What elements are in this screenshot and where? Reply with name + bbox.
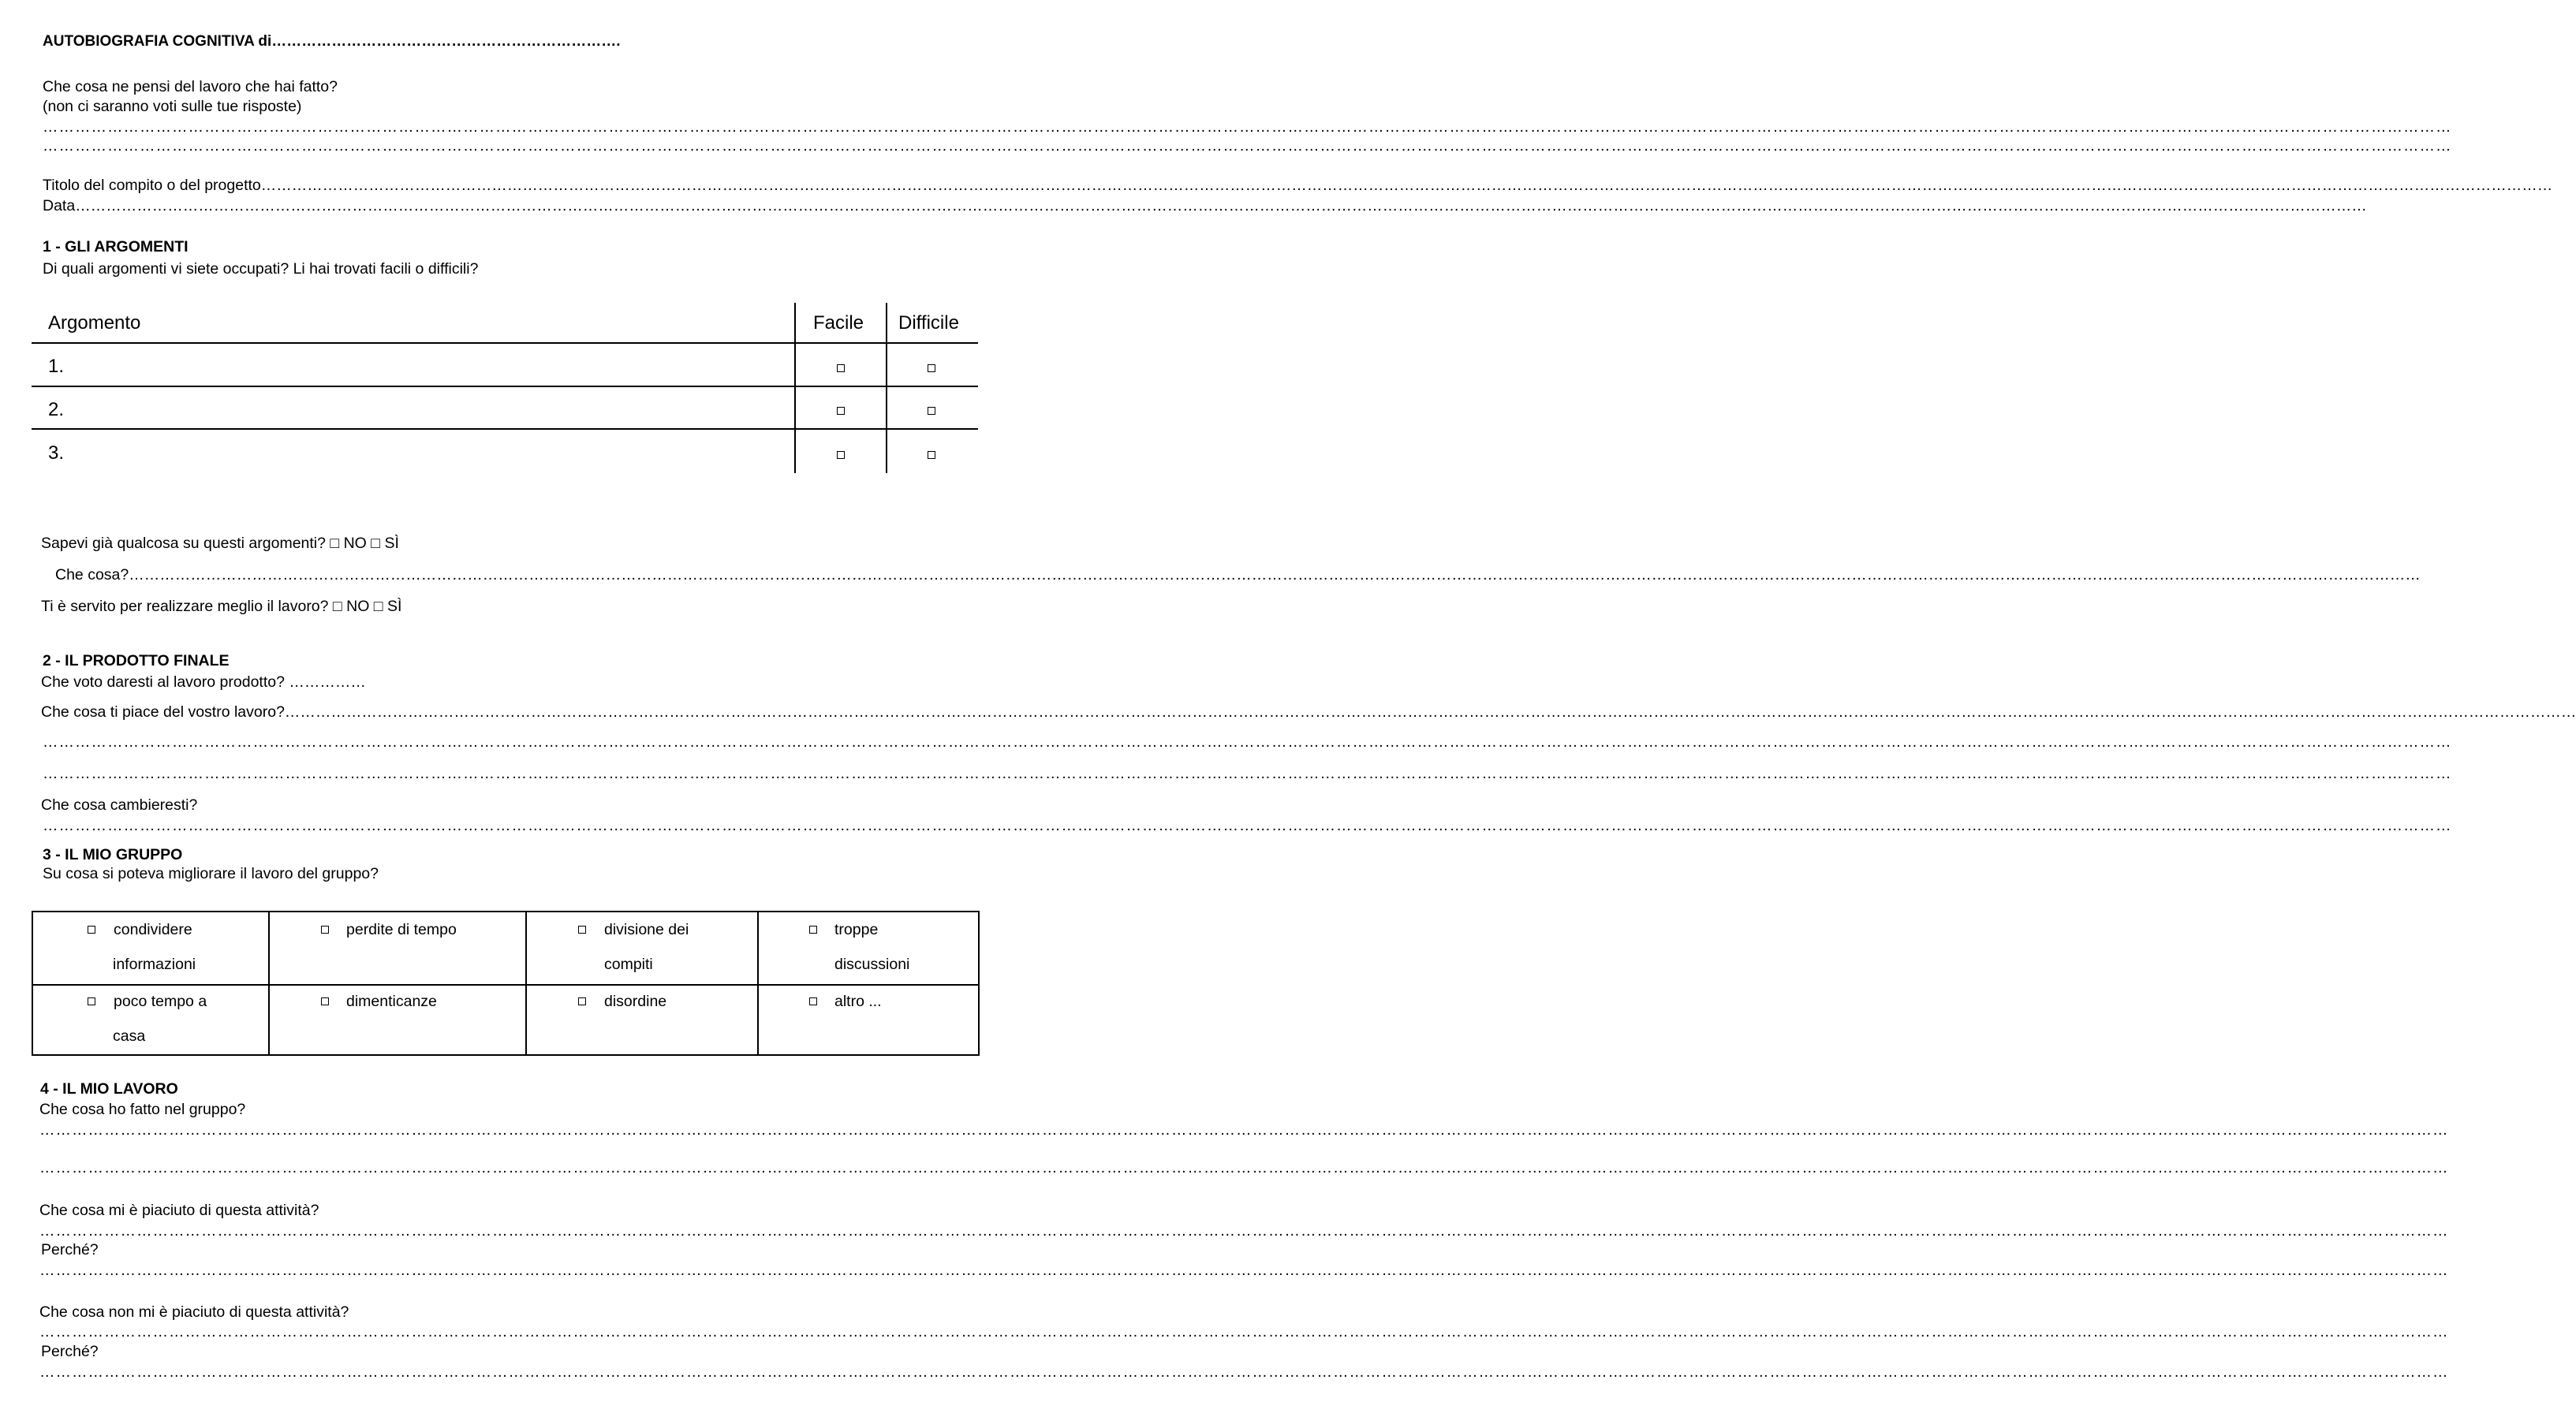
section1-question: Di quali argomenti vi siete occupati? Li hai trovati facili o difficili? <box>43 260 479 278</box>
section3-question: Su cosa si poteva migliorare il lavoro del gruppo? <box>43 865 379 882</box>
opt-dimenticanze-checkbox[interactable] <box>321 997 329 1005</box>
topic-row-3[interactable]: 3. <box>48 442 65 464</box>
date-row <box>43 197 2367 215</box>
opt-text: informazioni <box>113 956 196 973</box>
like-label: Che cosa ti piace del vostro lavoro? <box>41 703 285 721</box>
row1-facile-checkbox[interactable] <box>837 364 845 372</box>
opt-divisione[interactable] <box>604 912 689 982</box>
header-argomento: Argomento <box>48 312 141 334</box>
useful-question[interactable]: Ti è servito per realizzare meglio il lavoro? □ NO □ SÌ <box>41 598 402 615</box>
why2-label: Perché? <box>41 1343 99 1360</box>
did-question: Che cosa ho fatto nel gruppo? <box>39 1101 246 1118</box>
opt-text: condividere <box>114 921 192 938</box>
what-label: Che cosa? <box>55 566 129 584</box>
topic-row-2[interactable]: 2. <box>48 399 65 420</box>
section4-heading: 4 - IL MIO LAVORO <box>40 1080 178 1098</box>
opinion-note: (non ci saranno voti sulle tue risposte) <box>43 98 302 115</box>
page-title: AUTOBIOGRAFIA COGNITIVA di……………………………………………………………. <box>43 33 621 50</box>
opt-condividere-checkbox[interactable] <box>88 926 95 934</box>
opt-text: perdite di tempo <box>346 921 457 938</box>
project-title-line[interactable]: …………………………………………………………………………………………………………………………………………………………………………………………………………………………………………………………………………………………………………………………………………………………………………………………………………… <box>260 177 2553 194</box>
section1-heading: 1 - GLI ARGOMENTI <box>43 238 189 255</box>
like-line-3[interactable]: …………………………………………………………………………………………………………………………………………………………………………………………………………………………………………………………………………………………………………………………………………………………………………………………………………… <box>43 765 2452 782</box>
grade-question[interactable]: Che voto daresti al lavoro prodotto? …………… <box>41 673 366 691</box>
why1-label: Perché? <box>41 1241 99 1258</box>
row2-difficile-checkbox[interactable] <box>928 407 935 415</box>
opt-troppe-checkbox[interactable] <box>809 926 817 934</box>
opt-text: dimenticanze <box>346 993 437 1010</box>
like-row <box>41 703 2576 721</box>
row3-difficile-checkbox[interactable] <box>928 451 935 459</box>
opinion-answer-line-1[interactable]: …………………………………………………………………………………………………………………………………………………………………………………………………………………………………………………………………………………………………………………………………………………………………………………………………………… <box>43 118 2452 136</box>
opt-dimenticanze[interactable] <box>346 984 437 1019</box>
opt-text: troppe <box>834 921 879 938</box>
opt-disordine[interactable] <box>604 984 666 1019</box>
opt-altro-checkbox[interactable] <box>809 997 817 1005</box>
like-line-2[interactable]: …………………………………………………………………………………………………………………………………………………………………………………………………………………………………………………………………………………………………………………………………………………………………………………………………………… <box>43 733 2452 751</box>
opt-text: altro ... <box>834 993 882 1010</box>
row1-difficile-checkbox[interactable] <box>928 364 935 372</box>
group-improvement-table <box>32 911 980 1056</box>
opt-text: disordine <box>604 993 667 1010</box>
date-label: Data <box>43 197 76 214</box>
why1-line[interactable]: …………………………………………………………………………………………………………………………………………………………………………………………………………………………………………………………………………………………………………………………………………………………………………………………………………… <box>39 1262 2449 1279</box>
disliked-line[interactable]: …………………………………………………………………………………………………………………………………………………………………………………………………………………………………………………………………………………………………………………………………………………………………………………………………………… <box>39 1323 2449 1340</box>
opt-condividere[interactable] <box>113 912 196 982</box>
row2-facile-checkbox[interactable] <box>837 407 845 415</box>
liked-line[interactable]: …………………………………………………………………………………………………………………………………………………………………………………………………………………………………………………………………………………………………………………………………………………………………………………………………………… <box>39 1222 2449 1240</box>
what-row <box>55 566 2421 584</box>
section2-heading: 2 - IL PRODOTTO FINALE <box>43 652 230 669</box>
did-line-1[interactable]: …………………………………………………………………………………………………………………………………………………………………………………………………………………………………………………………………………………………………………………………………………………………………………………………………………… <box>39 1121 2449 1139</box>
opt-disordine-checkbox[interactable] <box>578 997 586 1005</box>
opt-poco-tempo[interactable] <box>113 984 207 1053</box>
why2-line[interactable]: …………………………………………………………………………………………………………………………………………………………………………………………………………………………………………………………………………………………………………………………………………………………………………………………………………… <box>39 1363 2449 1381</box>
project-title-label: Titolo del compito o del progetto <box>43 177 261 194</box>
opt-perdite[interactable] <box>346 912 457 947</box>
opinion-question: Che cosa ne pensi del lavoro che hai fatto? <box>43 78 338 95</box>
change-line[interactable]: …………………………………………………………………………………………………………………………………………………………………………………………………………………………………………………………………………………………………………………………………………………………………………………………………………… <box>43 817 2452 834</box>
opt-text: discussioni <box>834 956 910 973</box>
opt-altro[interactable] <box>834 984 882 1019</box>
what-line[interactable]: …………………………………………………………………………………………………………………………………………………………………………………………………………………………………………………………………………………………………………………………………………………………………………………………………………… <box>129 566 2421 584</box>
opinion-answer-line-2[interactable]: …………………………………………………………………………………………………………………………………………………………………………………………………………………………………………………………………………………………………………………………………………………………………………………………………………… <box>43 137 2452 155</box>
opt-poco-tempo-checkbox[interactable] <box>88 997 95 1005</box>
knew-question[interactable]: Sapevi già qualcosa su questi argomenti? □ NO □ SÌ <box>41 535 399 552</box>
like-line-1[interactable]: …………………………………………………………………………………………………………………………………………………………………………………………………………………………………………………………………………………………………………………………………………………………………………………………………………… <box>284 703 2576 721</box>
opt-text: poco tempo a <box>114 993 207 1010</box>
topics-table <box>32 303 978 473</box>
disliked-question: Che cosa non mi è piaciuto di questa attività? <box>39 1303 349 1321</box>
topic-row-1[interactable]: 1. <box>48 356 65 377</box>
opt-divisione-checkbox[interactable] <box>578 926 586 934</box>
section3-heading: 3 - IL MIO GRUPPO <box>43 846 183 863</box>
header-facile: Facile <box>813 312 864 334</box>
opt-text: divisione dei <box>604 921 689 938</box>
date-line[interactable]: …………………………………………………………………………………………………………………………………………………………………………………………………………………………………………………………………………………………………………………………………………………………………………………………………………… <box>75 197 2367 214</box>
opt-text: compiti <box>604 956 653 973</box>
project-title-row <box>43 177 2553 195</box>
opt-perdite-checkbox[interactable] <box>321 926 329 934</box>
liked-question: Che cosa mi è piaciuto di questa attività? <box>39 1202 319 1219</box>
did-line-2[interactable]: …………………………………………………………………………………………………………………………………………………………………………………………………………………………………………………………………………………………………………………………………………………………………………………………………………… <box>39 1159 2449 1176</box>
row3-facile-checkbox[interactable] <box>837 451 845 459</box>
opt-text: casa <box>113 1027 146 1045</box>
change-question: Che cosa cambieresti? <box>41 796 198 814</box>
opt-troppe[interactable] <box>834 912 909 982</box>
header-difficile: Difficile <box>898 312 959 334</box>
